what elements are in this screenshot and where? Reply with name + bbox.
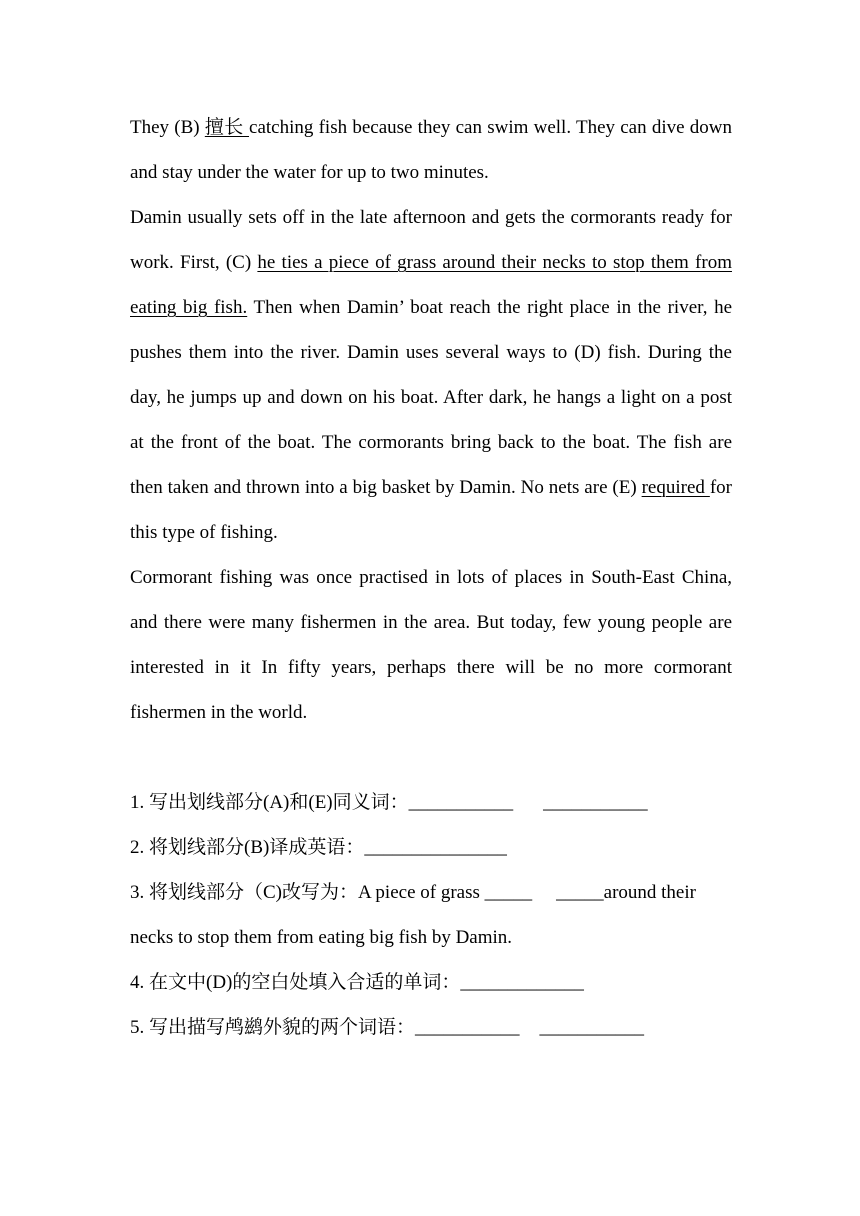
answer-blank[interactable]: ___________ <box>408 792 514 813</box>
question-5 <box>130 1005 735 1050</box>
passage-paragraph-2 <box>130 195 732 555</box>
answer-blank[interactable]: ___________ <box>415 1017 520 1038</box>
answer-blank[interactable]: _______________ <box>364 837 507 858</box>
underlined-word-e: required <box>641 477 710 498</box>
paragraph-text: catching fish because they can swim well. They can dive down and stay under the water for up to two minutes. <box>130 117 732 183</box>
answer-blank[interactable]: _____________ <box>460 972 584 993</box>
question-1 <box>130 780 735 825</box>
answer-blank[interactable]: _____ <box>556 882 604 903</box>
paragraph-text: Then when Damin’ boat reach the right place in the river, he pushes them into the river. Damin uses several ways to (D) fish. During the day, he jumps up and down on his boat. After dark, he hangs a light on a post at the front of the boat. The cormorants bring back to the boat. The fish are then taken and thrown into a big basket by Damin. No nets are (E) <box>130 297 733 498</box>
question-text-continued: necks to stop them from eating big fish by Damin. <box>130 927 513 948</box>
question-4 <box>130 960 735 1005</box>
question-3 <box>130 870 735 960</box>
question-text: 3. 将划线部分（C)改写为：A piece of grass <box>130 882 485 903</box>
underlined-phrase-b: 擅长 <box>204 117 250 138</box>
answer-blank[interactable]: ___________ <box>543 792 648 813</box>
underlined-phrase-c: he ties a piece of grass around their necks to stop them from eating big fish. <box>130 252 732 318</box>
question-text: 5. 写出描写鸬鹚外貌的两个词语： <box>130 1017 416 1038</box>
paragraph-text: They (B) <box>130 117 205 138</box>
paragraph-text: Damin usually sets off in the late afternoon and gets the cormorants ready for work. First, (C) <box>130 207 732 273</box>
question-text: 1. 写出划线部分(A)和(E)同义词： <box>130 792 409 813</box>
paragraph-text: for this type of fishing. <box>130 477 732 543</box>
question-text: around their <box>603 882 696 903</box>
answer-blank[interactable]: ___________ <box>539 1017 645 1038</box>
answer-blank[interactable]: _____ <box>484 882 533 903</box>
passage-paragraph-3: Cormorant fishing was once practised in lots of places in South-East China, and there were many fishermen in the area. But today, few young people are interested in it In fifty years, perhaps there will be no more cormorant fishermen in the world. <box>130 567 732 723</box>
passage-paragraph-1 <box>130 105 732 195</box>
question-text: 4. 在文中(D)的空白处填入合适的单词： <box>130 972 461 993</box>
question-text: 2. 将划线部分(B)译成英语： <box>130 837 365 858</box>
question-2 <box>130 825 735 870</box>
